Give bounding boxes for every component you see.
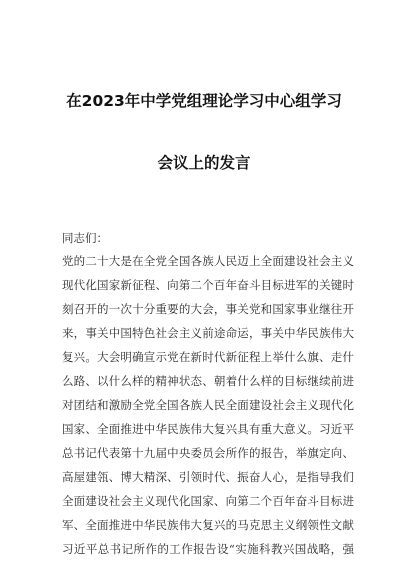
salutation: 同志们： bbox=[62, 231, 108, 245]
body-line: 党的二十大是在全党全国各族人民迈上全面建设社会主义 bbox=[62, 254, 354, 268]
body-line: 高屋建瓴、博大精深、引领时代、振奋人心，是指导我们 bbox=[62, 470, 354, 484]
body-line: 现代化国家新征程、向第二个百年奋斗目标进军的关键时 bbox=[62, 278, 354, 292]
body-line: 总书记代表第十九届中央委员会所作的报告，举旗定向、 bbox=[62, 446, 354, 460]
body-line: 对团结和激励全党全国各族人民全面建设社会主义现代化 bbox=[62, 398, 354, 412]
body-line: 国家、全面推进中华民族伟大复兴具有重大意义。习近平 bbox=[62, 422, 354, 436]
document-title-line-1: 在2023年中学党组理论学习中心组学习 bbox=[66, 92, 342, 110]
body-line: 么路、以什么样的精神状态、朝着什么样的目标继续前进 bbox=[62, 374, 354, 388]
body-line: 来，事关中国特色社会主义前途命运，事关中华民族伟大 bbox=[62, 326, 354, 340]
document-title-line-2: 会议上的发言 bbox=[157, 154, 251, 172]
body-line: 习近平总书记所作的工作报告设“实施科教兴国战略，强 bbox=[62, 542, 354, 556]
body-line: 复兴。大会明确宣示党在新时代新征程上举什么旗、走什 bbox=[62, 350, 354, 364]
body-line: 全面建设社会主义现代化国家、向第二个百年奋斗目标进 bbox=[62, 494, 354, 508]
body-line: 军、全面推进中华民族伟大复兴的马克思主义纲领性文献 bbox=[62, 518, 354, 532]
body-line: 刻召开的一次十分重要的大会，事关党和国家事业继往开 bbox=[62, 302, 354, 316]
